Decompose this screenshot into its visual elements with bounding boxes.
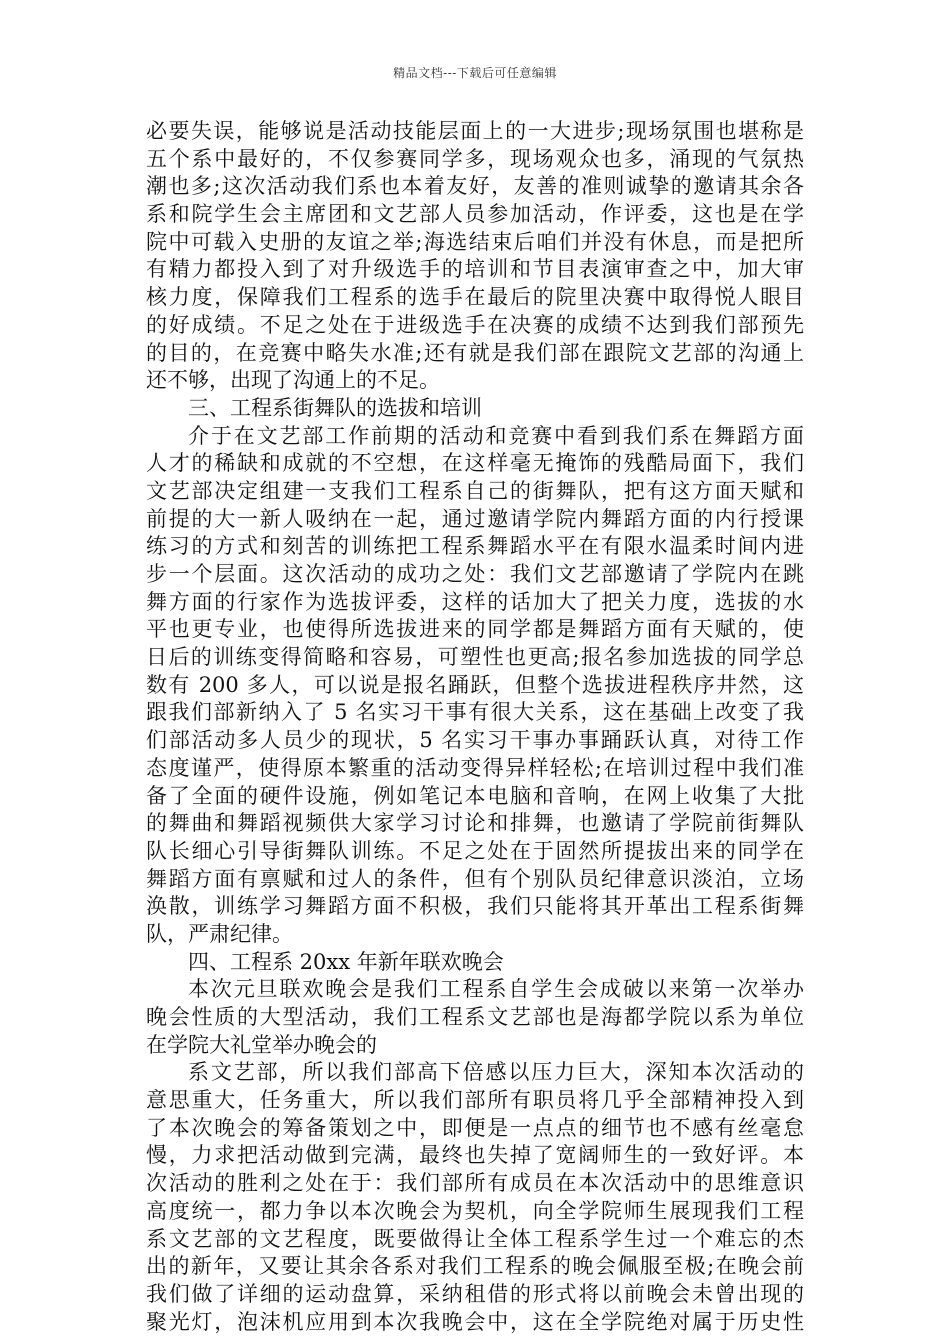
paragraph (146, 976, 804, 1059)
text-line: 队，严肃纪律。 (146, 921, 293, 946)
text-line: 的好成绩。不足之处在于进级选手在决赛的成绩不达到我们部预先 (146, 312, 804, 337)
text-line: 系和院学生会主席团和文艺部人员参加活动，作评委，这也是在学 (146, 202, 804, 227)
section-heading (146, 949, 804, 977)
text-line: 高度统一，都力争以本次晚会为契机，向全学院师生展现我们工程 (146, 1198, 804, 1223)
text-line: 的目的，在竞赛中略失水准;还有就是我们部在跟院文艺部的沟通上 (146, 340, 804, 365)
text-line: 系文艺部的文艺程度，既要做得让全体工程系学生过一个难忘的杰 (146, 1226, 804, 1251)
text-line: 还不够，出现了沟通上的不足。 (146, 368, 440, 393)
text-line: 介于在文艺部工作前期的活动和竞赛中看到我们系在舞蹈方面 (188, 423, 804, 448)
text-line: 们部活动多人员少的现状，5 名实习干事办事踊跃认真，对待工作 (146, 728, 804, 753)
text-line: 必要失误，能够说是活动技能层面上的一大进步;现场氛围也堪称是 (146, 119, 804, 143)
text-line: 态度谨严，使得原本繁重的活动变得异样轻松;在培训过程中我们准 (146, 755, 804, 780)
text-line: 五个系中最好的，不仅参赛同学多，现场观众也多，涌现的气氛热 (146, 146, 804, 171)
paragraph (146, 118, 804, 395)
text-line: 涣散，训练学习舞蹈方面不积极，我们只能将其开革出工程系街舞 (146, 894, 804, 919)
text-line: 在学院大礼堂举办晚会的 (146, 1032, 377, 1057)
document-body (146, 118, 804, 1336)
text-line: 队长细心引导街舞队训练。不足之处在于固然所提拔出来的同学在 (146, 838, 804, 863)
text-line: 潮也多;这次活动我们系也本着友好，友善的准则诚挚的邀请其余各 (146, 174, 804, 199)
text-line: 本次元旦联欢晚会是我们工程系自学生会成破以来第一次举办 (188, 977, 804, 1002)
text-line: 平也更专业，也使得所选拔进来的同学都是舞蹈方面有天赋的，使 (146, 617, 804, 642)
text-line: 跟我们部新纳入了 5 名实习干事有很大关系，这在基础上改变了我 (146, 700, 804, 725)
paragraph (146, 1059, 804, 1336)
text-line: 舞方面的行家作为选拔评委，这样的话加大了把关力度，选拔的水 (146, 589, 804, 614)
text-line: 聚光灯，泡沫机应用到本次我晚会中，这在全学院绝对属于历史性 (146, 1309, 804, 1334)
text-line: 院中可载入史册的友谊之举;海选结束后咱们并没有休息，而是把所 (146, 229, 804, 254)
text-line: 了本次晚会的筹备策划之中，即便是一点点的细节也不感有丝毫怠 (146, 1115, 804, 1140)
text-line: 备了全面的硬件设施，例如笔记本电脑和音响，在网上收集了大批 (146, 783, 804, 808)
text-line: 次活动的胜利之处在于：我们部所有成员在本次活动中的思维意识 (146, 1171, 804, 1196)
text-line: 三、工程系街舞队的选拔和培训 (188, 395, 482, 420)
text-line: 前提的大一新人吸纳在一起，通过邀请学院内舞蹈方面的内行授课 (146, 506, 804, 531)
text-line: 有精力都投入到了对升级选手的培训和节目表演审查之中，加大审 (146, 257, 804, 282)
text-line: 出的新年，又要让其余各系对我们工程系的晚会佩服至极;在晚会前 (146, 1254, 804, 1279)
text-line: 舞蹈方面有禀赋和过人的条件，但有个别队员纪律意识淡泊，立场 (146, 866, 804, 891)
text-line: 步一个层面。这次活动的成功之处：我们文艺部邀请了学院内在跳 (146, 562, 804, 586)
text-line: 慢，力求把活动做到完满，最终也失掉了宽阔师生的一致好评。本 (146, 1143, 804, 1168)
text-line: 我们做了详细的运动盘算，采纳租借的形式将以前晚会未曾出现的 (146, 1281, 804, 1306)
text-line: 人才的稀缺和成就的不空想，在这样毫无掩饰的残酷局面下，我们 (146, 451, 804, 476)
text-line: 意思重大，任务重大，所以我们部所有职员将几乎全部精神投入到 (146, 1088, 804, 1113)
text-line: 四、工程系 20xx 年新年联欢晚会 (188, 949, 504, 974)
text-line: 晚会性质的大型活动，我们工程系文艺部也是海都学院以系为单位 (146, 1005, 804, 1029)
section-heading (146, 395, 804, 423)
text-line: 的舞曲和舞蹈视频供大家学习讨论和排舞，也邀请了学院前街舞队 (146, 811, 804, 836)
text-line: 文艺部决定组建一支我们工程系自己的街舞队，把有这方面天赋和 (146, 478, 804, 503)
text-line: 练习的方式和刻苦的训练把工程系舞蹈水平在有限水温柔时间内进 (146, 534, 804, 559)
text-line: 核力度，保障我们工程系的选手在最后的院里决赛中取得悦人眼目 (146, 285, 804, 310)
text-line: 日后的训练变得简略和容易，可塑性也更高;报名参加选拔的同学总 (146, 645, 804, 670)
text-line: 数有 200 多人，可以说是报名踊跃，但整个选拔进程秩序井然，这 (146, 672, 804, 697)
page-header: 精品文档---下载后可任意编辑 (393, 66, 557, 80)
text-line: 系文艺部，所以我们部高下倍感以压力巨大，深知本次活动的 (188, 1060, 804, 1085)
paragraph (146, 423, 804, 949)
